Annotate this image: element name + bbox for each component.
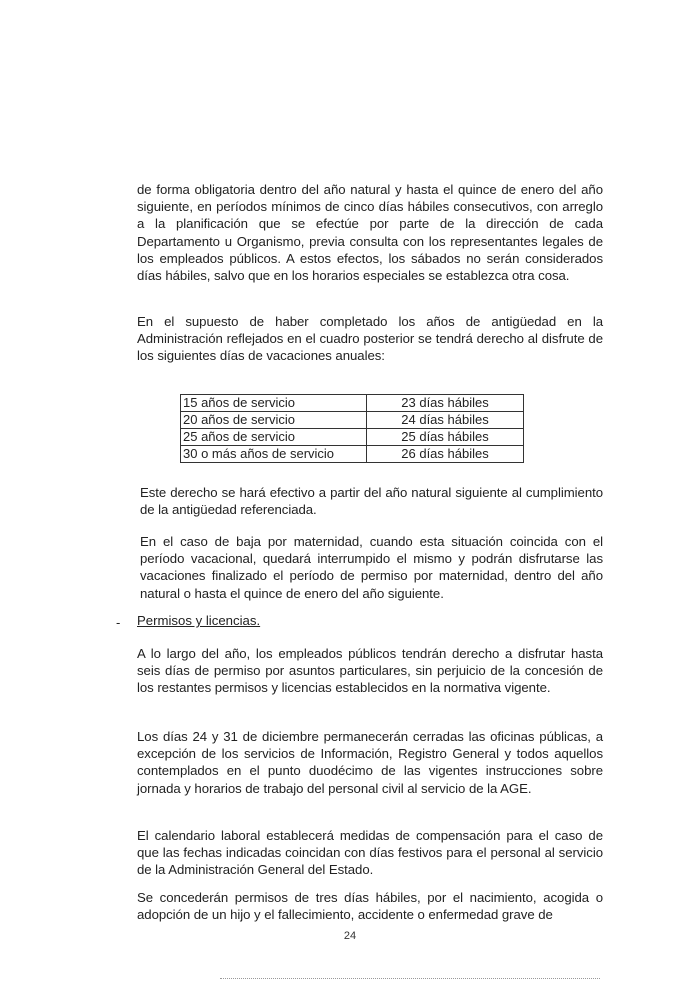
paragraph-compensation: El calendario laboral establecerá medidas de compensación para el caso de que las fechas indicadas coincidan con días festivos para el personal al servicio de la Administración General del Estado. [137,828,603,878]
table-row [181,446,524,463]
table-row [181,395,524,412]
paragraph-effective-date: Este derecho se hará efectivo a partir del año natural siguiente al cumplimiento de la antigüedad referenciada. [140,485,603,518]
paragraph-vacation-period: de forma obligatoria dentro del año natural y hasta el quince de enero del año siguiente, en períodos mínimos de cinco días hábiles consecutivos, con arreglo a la planificación que se efectúe por parte de la dirección de cada Departamento u Organismo, previa consulta con los representantes legales de los empleados públicos. A estos efectos, los sábados no serán considerados días hábiles, salvo que en los horarios especiales se establezca otra cosa. [137,182,603,284]
page-number: 24 [343,930,357,942]
paragraph-personal-days: A lo largo del año, los empleados públicos tendrán derecho a disfrutar hasta seis días de permiso por asuntos particulares, sin perjuicio de la concesión de los restantes permisos y licencias establecidos en la normativa vigente. [137,646,603,696]
service-years-cell: 30 o más años de servicio [181,446,367,463]
vacation-days-table [180,394,524,463]
section-heading-permisos: Permisos y licencias. [137,613,261,628]
vacation-days-cell: 24 días hábiles [367,412,524,429]
service-years-cell: 15 años de servicio [181,395,367,412]
vacation-days-cell: 23 días hábiles [367,395,524,412]
vacation-days-cell: 26 días hábiles [367,446,524,463]
paragraph-maternity: En el caso de baja por maternidad, cuando esta situación coincida con el período vacacional, quedará interrumpido el mismo y podrán disfrutarse las vacaciones finalizado el período de permiso por maternidad, dentro del año natural o hasta el quince de enero del año siguiente. [140,534,603,601]
service-years-cell: 25 años de servicio [181,429,367,446]
paragraph-family-leave: Se concederán permisos de tres días hábiles, por el nacimiento, acogida o adopción de un hijo y el fallecimiento, accidente o enfermedad grave de [137,890,603,923]
bullet-dash: - [116,615,121,630]
paragraph-december-closure: Los días 24 y 31 de diciembre permanecerán cerradas las oficinas públicas, a excepción de los servicios de Información, Registro General y todos aquellos contemplados en el punto duodécimo de las vigentes instrucciones sobre jornada y horarios de trabajo del personal civil al servicio de la AGE. [137,729,603,796]
table-row [181,429,524,446]
vacation-days-cell: 25 días hábiles [367,429,524,446]
paragraph-seniority: En el supuesto de haber completado los años de antigüedad en la Administración reflejados en el cuadro posterior se tendrá derecho al disfrute de los siguientes días de vacaciones anuales: [137,314,603,364]
service-years-cell: 20 años de servicio [181,412,367,429]
table-row [181,412,524,429]
scan-artifact-line [220,978,600,980]
